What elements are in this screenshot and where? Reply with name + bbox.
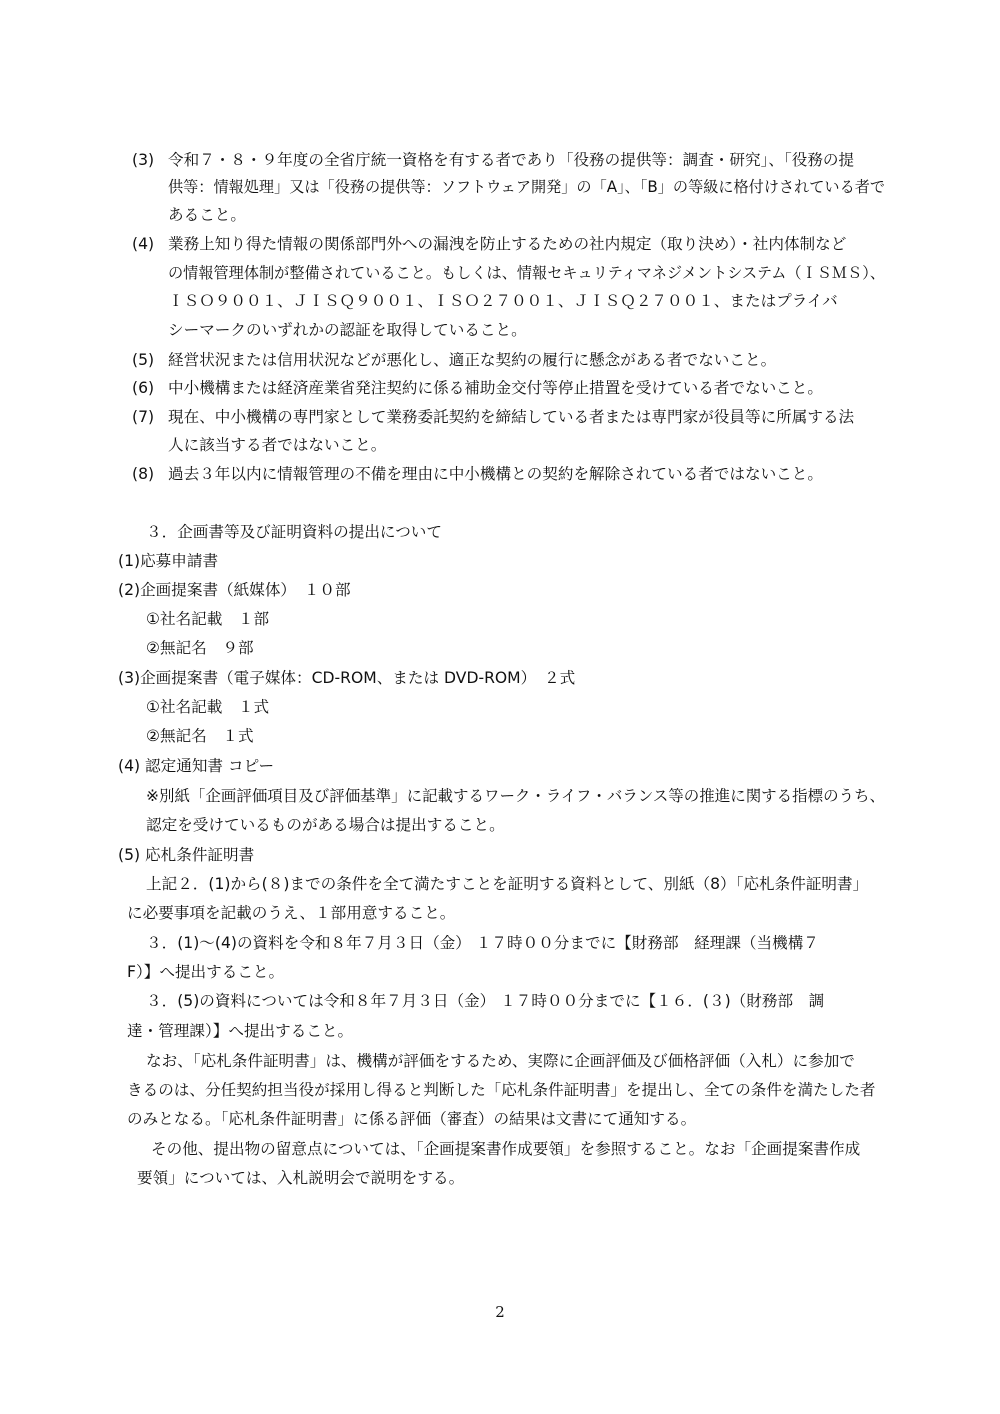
sub-list-item: ②無記名 ９部 <box>146 639 254 657</box>
sub-list-item: ②無記名 １式 <box>146 727 254 745</box>
paragraph-line: 達・管理課）】へ提出すること。 <box>127 1022 354 1040</box>
paragraph-line: に必要事項を記載のうえ、１部用意すること。 <box>127 904 456 922</box>
condition-text-line: 業務上知り得た情報の関係部門外への漏洩を防止するための社内規定（取り決め）・社内体制など <box>168 235 847 253</box>
note-line: 認定を受けているものがある場合は提出すること。 <box>146 816 505 834</box>
condition-text-line: 過去３年以内に情報管理の不備を理由に中小機構との契約を解除されている者ではないこと。 <box>168 465 823 483</box>
paragraph-line: 要領」については、入札説明会で説明をする。 <box>137 1169 465 1187</box>
paragraph-line: ３．(5)の資料については令和８年７月３日（金） １７時００分までに【１６．(３)（財務部 調 <box>146 992 825 1010</box>
paragraph-line: その他、提出物の留意点については、「企画提案書作成要領」を参照すること。なお「企画提案書作成 <box>151 1140 861 1158</box>
list-item: (3)企画提案書（電子媒体：CD-ROM、または DVD-ROM） ２式 <box>118 669 576 687</box>
list-item: (5) 応札条件証明書 <box>118 846 255 864</box>
sub-list-item: ①社名記載 １式 <box>146 698 270 716</box>
paragraph-line: 上記２．(1)から(８)までの条件を全て満たすことを証明する資料として、別紙（8）「応札条件証明書」 <box>146 875 869 893</box>
condition-text-line: あること。 <box>168 206 246 224</box>
condition-number: (3) <box>132 151 155 169</box>
condition-number: (8) <box>132 465 155 483</box>
note-line: ※別紙「企画評価項目及び評価基準」に記載するワーク・ライフ・バランス等の推進に関する指標のうち、 <box>146 787 885 805</box>
paragraph-line: のみとなる。「応札条件証明書」に係る評価（審査）の結果は文書にて通知する。 <box>127 1110 697 1128</box>
condition-text-line: 現在、中小機構の専門家として業務委託契約を締結している者または専門家が役員等に所属する法 <box>168 408 855 426</box>
sub-list-item: ①社名記載 １部 <box>146 610 270 628</box>
list-item: (2)企画提案書（紙媒体） １０部 <box>118 581 351 599</box>
paragraph-line: きるのは、分任契約担当役が採用し得ると判断した「応札条件証明書」を提出し、全ての条件を満たした者 <box>127 1081 876 1099</box>
condition-text-line: 供等：情報処理」又は「役務の提供等：ソフトウェア開発」の「A」、「B」の等級に格付けされている者で <box>168 178 886 196</box>
condition-text-line: シーマークのいずれかの認証を取得していること。 <box>168 321 527 339</box>
paragraph-line: F）】へ提出すること。 <box>127 963 285 981</box>
condition-text-line: 人に該当する者ではないこと。 <box>168 436 387 454</box>
page-number: 2 <box>495 1303 505 1321</box>
list-item: (1)応募申請書 <box>118 552 219 570</box>
condition-number: (4) <box>132 235 155 253</box>
paragraph-line: ３．(1)～(4)の資料を令和８年７月３日（金） １７時００分までに【財務部 経理課（当機構７ <box>146 934 819 952</box>
condition-number: (6) <box>132 379 155 397</box>
condition-text-line: 経営状況または信用状況などが悪化し、適正な契約の履行に懸念がある者でないこと。 <box>168 351 777 369</box>
condition-text-line: の情報管理体制が整備されていること。もしくは、情報セキュリティマネジメントシステム（ＩＳＭＳ）、 <box>168 264 886 282</box>
condition-number: (7) <box>132 408 155 426</box>
condition-number: (5) <box>132 351 155 369</box>
condition-text-line: ＩＳＯ９００１、ＪＩＳＱ９００１、ＩＳＯ２７００１、ＪＩＳＱ２７００１、またはプライバ <box>168 292 838 310</box>
condition-text-line: 中小機構または経済産業省発注契約に係る補助金交付等停止措置を受けている者でないこと。 <box>168 379 823 397</box>
paragraph-line: なお、「応札条件証明書」は、機構が評価をするため、実際に企画評価及び価格評価（入札）に参加で <box>146 1052 855 1070</box>
condition-text-line: 令和７・８・９年度の全省庁統一資格を有する者であり「役務の提供等：調査・研究」、「役務の提 <box>168 151 855 169</box>
section-heading: ３．企画書等及び証明資料の提出について <box>146 523 442 541</box>
list-item: (4) 認定通知書 コピー <box>118 757 275 775</box>
